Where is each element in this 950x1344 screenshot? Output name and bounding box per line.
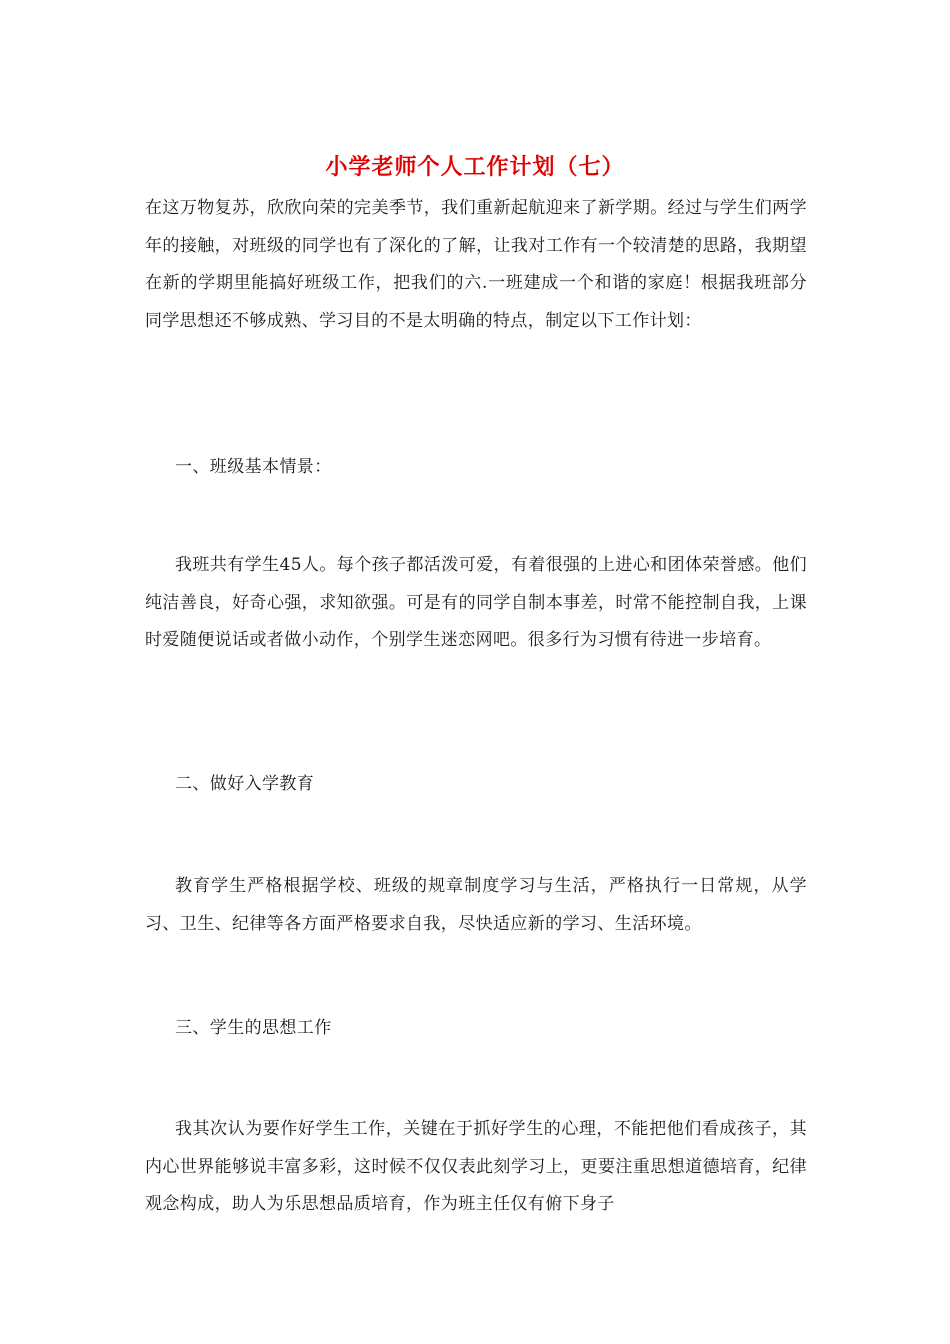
section-body-2: 教育学生严格根据学校、班级的规章制度学习与生活，严格执行一日常规，从学习、卫生、纪律等各方面严格要求自我，尽快适应新的学习、生活环境。 (145, 876, 807, 934)
section-heading-3: 三、学生的思想工作 (175, 1018, 332, 1038)
section-body-1: 我班共有学生45人。每个孩子都活泼可爱，有着很强的上进心和团体荣誉感。他们纯洁善良，好奇心强，求知欲强。可是有的同学自制本事差，时常不能控制自我，上课时爱随便说话或者做小动作，个别学生迷恋网吧。很多行为习惯有待进一步培育。 (145, 555, 807, 650)
document-title: 小学老师个人工作计划（七） (325, 154, 625, 180)
section-body-3: 我其次认为要作好学生工作，关键在于抓好学生的心理，不能把他们看成孩子，其内心世界能够说丰富多彩，这时候不仅仅表此刻学习上，更要注重思想道德培育，纪律观念构成，助人为乐思想品质培育，作为班主任仅有俯下身子 (145, 1119, 807, 1214)
section-heading-1: 一、班级基本情景： (175, 457, 332, 477)
section-heading-2: 二、做好入学教育 (175, 774, 315, 794)
intro-paragraph: 在这万物复苏，欣欣向荣的完美季节，我们重新起航迎来了新学期。经过与学生们两学年的接触，对班级的同学也有了深化的了解，让我对工作有一个较清楚的思路，我期望在新的学期里能搞好班级工作，把我们的六.一班建成一个和谐的家庭！根据我班部分同学思想还不够成熟、学习目的不是太明确的特点，制定以下工作计划： (145, 198, 807, 331)
